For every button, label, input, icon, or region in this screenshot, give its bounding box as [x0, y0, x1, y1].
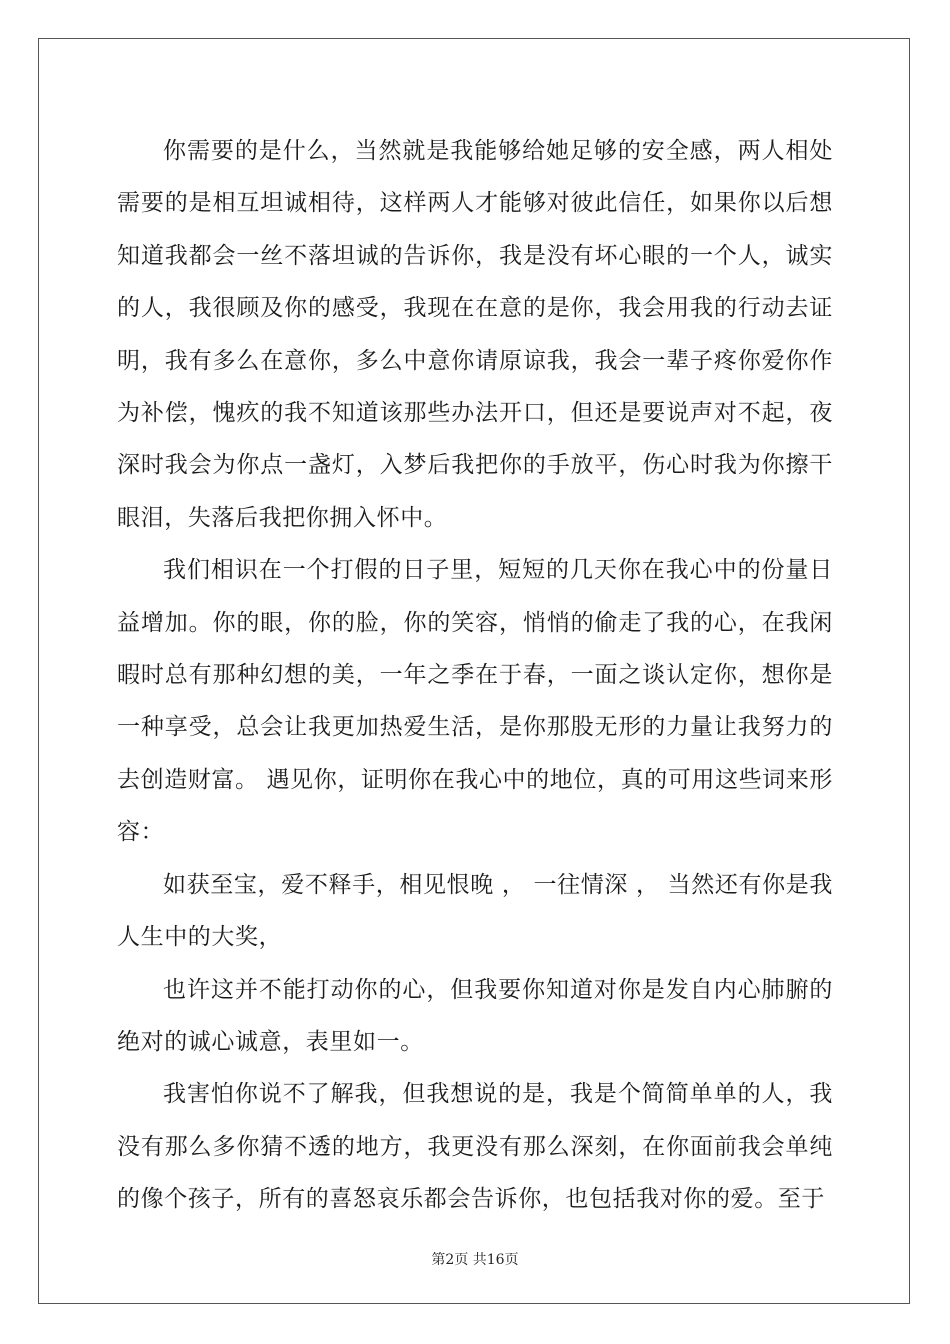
paragraph-4: 也许这并不能打动你的心，但我要你知道对你是发自内心肺腑的绝对的诚心诚意，表里如一。 [117, 976, 833, 1055]
page-number-footer: 第2页 共16页 [431, 1252, 519, 1268]
document-body [117, 125, 833, 1226]
paragraph-2: 我们相识在一个打假的日子里，短短的几天你在我心中的份量日益增加。你的眼，你的脸，你的笑容，悄悄的偷走了我的心，在我闲暇时总有那种幻想的美，一年之季在于春，一面之谈认定你，想你是一种享受，总会让我更加热爱生活，是你那股无形的力量让我努力的去创造财富。 遇见你，证明你在我心中的地位，真的可用这些词来形容： [117, 557, 833, 846]
paragraph-1: 你需要的是什么，当然就是我能够给她足够的安全感，两人相处需要的是相互坦诚相待，这样两人才能够对彼此信任，如果你以后想知道我都会一丝不落坦诚的告诉你，我是没有坏心眼的一个人，诚实的人，我很顾及你的感受，我现在在意的是你，我会用我的行动去证明，我有多么在意你，多么中意你请原谅我，我会一辈子疼你爱你作为补偿，愧疚的我不知道该那些办法开口，但还是要说声对不起，夜深时我会为你点一盏灯，入梦后我把你的手放平，伤心时我为你擦干眼泪，失落后我把你拥入怀中。 [117, 138, 833, 531]
paragraph-5: 我害怕你说不了解我，但我想说的是，我是个简简单单的人，我没有那么多你猜不透的地方，我更没有那么深刻，在你面前我会单纯的像个孩子，所有的喜怒哀乐都会告诉你，也包括我对你的爱。至于 [117, 1081, 833, 1213]
paragraph-3: 如获至宝，爱不释手，相见恨晚 ， 一往情深 ， 当然还有你是我人生中的大奖， [117, 871, 833, 951]
